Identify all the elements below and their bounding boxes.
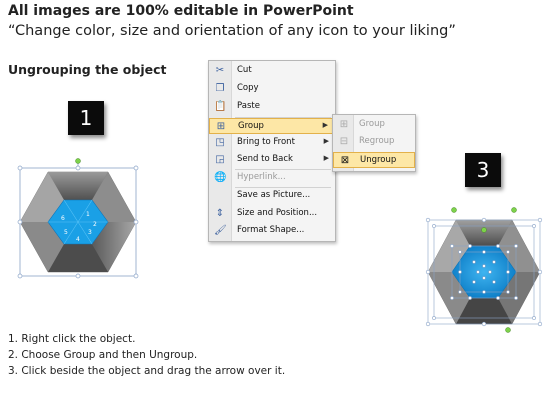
bring-to-front-icon: ◳ — [215, 137, 225, 148]
group-submenu — [332, 114, 416, 172]
instruction-step: 2. Choose Group and then Ungroup. — [8, 349, 198, 361]
menu-item-label: Paste — [237, 101, 260, 111]
group-icon: ⊞ — [339, 119, 349, 130]
hexagon-ungrouped[interactable] — [424, 206, 544, 336]
menu-item-label: Format Shape... — [237, 225, 305, 235]
menu-item-label: Cut — [237, 65, 252, 75]
menu-item-send-to-back[interactable] — [209, 152, 335, 168]
hyperlink-icon: 🌐 — [214, 172, 227, 183]
segment-number: 1 — [86, 211, 90, 218]
submenu-item-regroup[interactable] — [333, 134, 415, 150]
rotate-handle[interactable] — [76, 159, 81, 164]
menu-item-label: Size and Position... — [237, 208, 318, 218]
ungroup-icon: ⊠ — [340, 155, 350, 166]
paste-icon: 📋 — [214, 101, 227, 112]
context-menu — [208, 60, 336, 242]
menu-item-size-and-position[interactable] — [209, 206, 335, 222]
regroup-icon: ⊟ — [339, 136, 349, 147]
menu-item-bring-to-front[interactable] — [209, 135, 335, 151]
submenu-item-ungroup[interactable] — [333, 152, 415, 168]
instruction-step: 3. Click beside the object and drag the arrow over it. — [8, 365, 286, 377]
segment-number: 3 — [88, 229, 92, 236]
send-to-back-icon: ◲ — [215, 154, 225, 165]
menu-item-label: Group — [359, 119, 385, 129]
menu-item-label: Regroup — [359, 136, 395, 146]
menu-item-label: Send to Back — [237, 154, 293, 164]
segment-number: 4 — [76, 236, 80, 243]
format-shape-icon: 🖌 — [214, 225, 227, 236]
scissors-icon: ✂ — [215, 65, 225, 76]
instructions-list — [8, 331, 285, 379]
menu-item-save-as-picture[interactable] — [209, 188, 335, 204]
page-subtitle: “Change color, size and orientation of any icon to your liking” — [8, 23, 456, 39]
menu-item-paste[interactable] — [209, 99, 335, 115]
group-icon: ⊞ — [216, 121, 226, 132]
menu-item-label: Group — [238, 121, 264, 131]
menu-item-label: Ungroup — [360, 155, 397, 165]
menu-item-format-shape[interactable] — [209, 223, 335, 239]
menu-item-cut[interactable] — [209, 63, 335, 79]
submenu-arrow-icon: ▶ — [322, 121, 328, 129]
submenu-arrow-icon: ▶ — [323, 137, 329, 145]
menu-item-group[interactable] — [209, 118, 335, 134]
step-badge-3: 3 — [465, 153, 501, 187]
hexagon-grouped[interactable] — [18, 158, 138, 278]
size-position-icon: ⇕ — [215, 208, 225, 219]
page-title: All images are 100% editable in PowerPoint — [8, 3, 354, 19]
menu-item-label: Hyperlink... — [237, 172, 286, 182]
menu-item-hyperlink[interactable] — [209, 170, 335, 186]
segment-number: 5 — [64, 229, 68, 236]
step-badge-1: 1 — [68, 101, 104, 135]
menu-item-label: Save as Picture... — [237, 190, 311, 200]
instruction-step: 1. Right click the object. — [8, 333, 136, 345]
copy-icon: ❐ — [215, 83, 225, 94]
submenu-item-group[interactable] — [333, 117, 415, 133]
menu-item-label: Bring to Front — [237, 137, 295, 147]
menu-item-label: Copy — [237, 83, 259, 93]
menu-item-copy[interactable] — [209, 81, 335, 97]
submenu-arrow-icon: ▶ — [323, 154, 329, 162]
section-title: Ungrouping the object — [8, 62, 167, 77]
segment-number: 2 — [93, 221, 97, 228]
segment-number: 6 — [61, 215, 65, 222]
